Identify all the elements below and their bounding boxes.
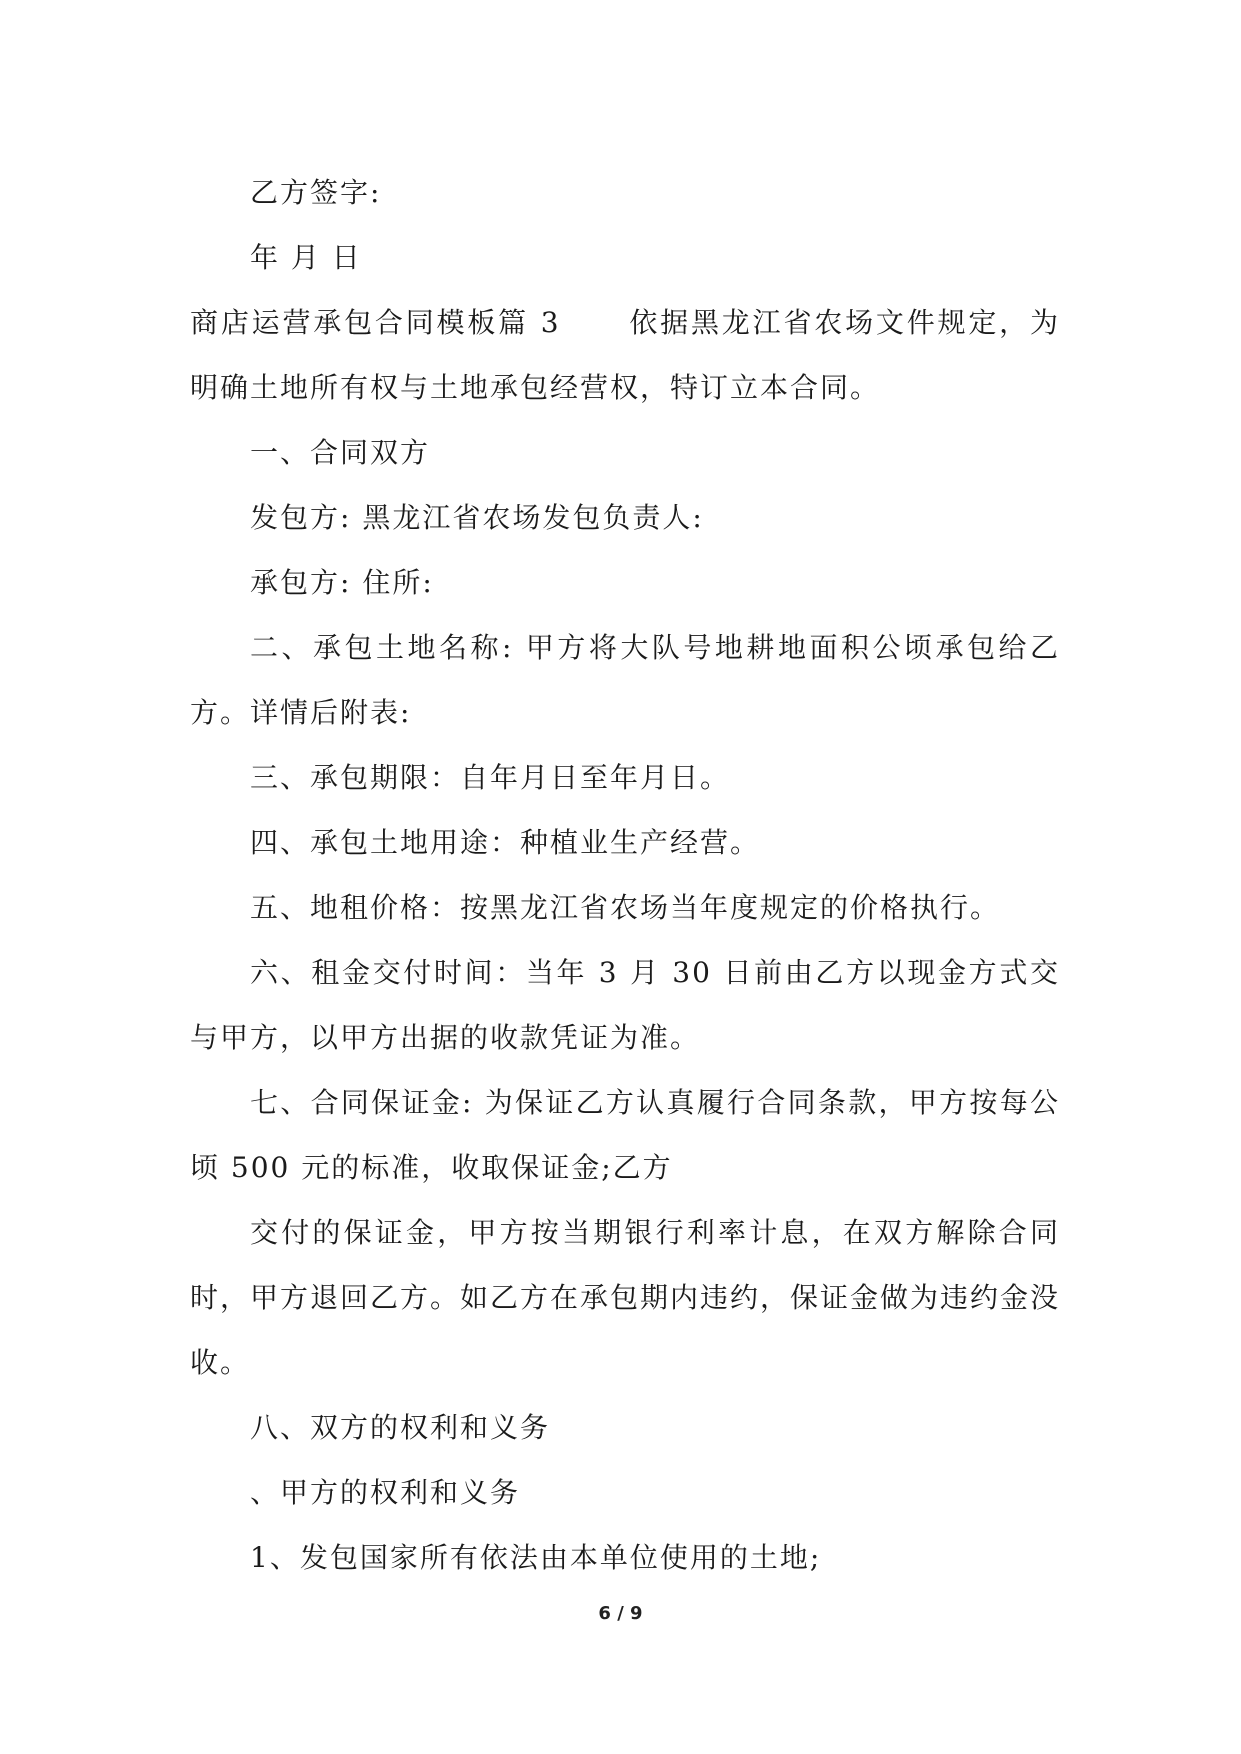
paragraph-clause-8-a: 、甲方的权利和义务 bbox=[250, 1476, 521, 1509]
paragraph-clause-7-cont: 交付的保证金，甲方按当期银行利率计息，在双方解除合同时，甲方退回乙方。如乙方在承包期内违约，保证金做为违约金没收。 bbox=[190, 1216, 1061, 1379]
paragraph-contractee: 承包方: 住所: bbox=[250, 566, 434, 599]
section-intro-text: 依据黑龙江省农场文件规定，为明确土地所有权与土地承包经营权，特订立本合同。 bbox=[190, 306, 1060, 404]
document-body bbox=[190, 160, 1060, 1590]
paragraph-clause-2: 二、承包土地名称: 甲方将大队号地耕地面积公顷承包给乙方。详情后附表: bbox=[190, 631, 1060, 729]
page-number: 6 / 9 bbox=[598, 1603, 643, 1624]
paragraph-clause-8-a-1: 1、发包国家所有依法由本单位使用的土地; bbox=[250, 1541, 822, 1574]
paragraph-date: 年 月 日 bbox=[250, 241, 362, 274]
paragraph-section-heading bbox=[190, 290, 1060, 420]
paragraph-signature: 乙方签字: bbox=[250, 176, 382, 209]
paragraph-clause-5: 五、地租价格：按黑龙江省农场当年度规定的价格执行。 bbox=[250, 891, 1001, 924]
paragraph-clause-1: 一、合同双方 bbox=[250, 436, 431, 469]
paragraph-clause-8: 八、双方的权利和义务 bbox=[250, 1411, 551, 1444]
paragraph-clause-7: 七、合同保证金: 为保证乙方认真履行合同条款，甲方按每公顷 500 元的标准，收取保证金;乙方 bbox=[190, 1086, 1060, 1184]
paragraph-clause-6: 六、租金交付时间：当年 3 月 30 日前由乙方以现金方式交与甲方，以甲方出据的收款凭证为准。 bbox=[190, 956, 1060, 1054]
paragraph-contractor: 发包方: 黑龙江省农场发包负责人: bbox=[250, 501, 704, 534]
paragraph-clause-3: 三、承包期限：自年月日至年月日。 bbox=[250, 761, 731, 794]
paragraph-clause-4: 四、承包土地用途：种植业生产经营。 bbox=[250, 826, 761, 859]
section-heading: 商店运营承包合同模板篇 3 bbox=[190, 306, 561, 339]
